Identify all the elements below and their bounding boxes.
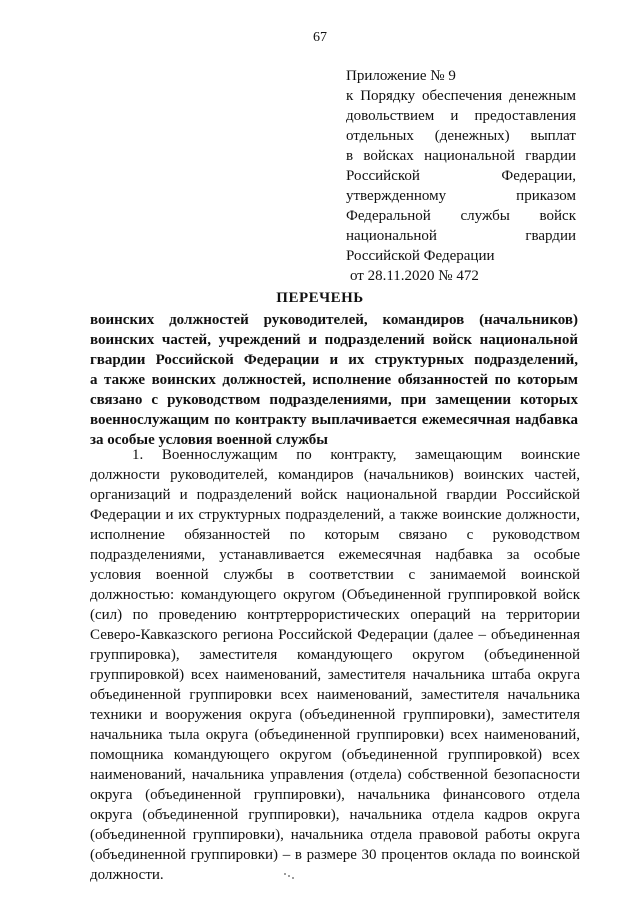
- paragraph-line: 1. Военнослужащим по контракту, замещающим воинские: [132, 447, 580, 463]
- appendix-block: [346, 66, 576, 286]
- paragraph-line: объединенной группировки всех наименований, заместителя начальника: [90, 687, 580, 703]
- subtitle-line: гвардии Российской Федерации и их структурных подразделений,: [90, 352, 578, 368]
- paragraph-line: группировкой) всех наименований, заместителя начальника штаба округа: [90, 667, 580, 683]
- paragraph-line: (сил) по проведению контртеррористических операций на территории: [90, 607, 580, 623]
- subtitle-line: воинских частей, учреждений и подразделений войск национальной: [90, 332, 578, 348]
- scan-speck: [283, 872, 297, 880]
- paragraph-line: должности руководителей, командиров (начальников) воинских частей,: [90, 467, 580, 483]
- appendix-line: в войсках национальной гвардии: [346, 148, 576, 164]
- appendix-line: утвержденному приказом: [346, 188, 576, 204]
- subtitle-line: а также воинских должностей, исполнение обязанностей по которым: [90, 372, 578, 388]
- appendix-line: к Порядку обеспечения денежным: [346, 88, 576, 104]
- paragraph-line: Северо-Кавказского региона Российской Федерации (далее – объединенная: [90, 627, 580, 643]
- paragraph-line: техники и вооружения округа (объединенной группировки), заместителя: [90, 707, 580, 723]
- paragraph-line: Федерации и их структурных подразделений, а также воинские должности,: [90, 507, 580, 523]
- appendix-line: отдельных (денежных) выплат: [346, 128, 576, 144]
- appendix-order-date: от 28.11.2020 № 472: [350, 268, 479, 284]
- appendix-line: довольствием и предоставления: [346, 108, 576, 124]
- paragraph-line: наименований, начальника управления (отдела) собственной безопасности: [90, 767, 580, 783]
- paragraph-line: должности.: [90, 867, 164, 883]
- appendix-line: Российской Федерации: [346, 248, 495, 264]
- paragraph-1: [90, 445, 580, 885]
- subtitle-line: воинских должностей руководителей, командиров (начальников): [90, 312, 578, 328]
- paragraph-line: округа (объединенной группировки), начальника финансового отдела: [90, 787, 580, 803]
- paragraph-line: (объединенной группировки), начальника отдела правовой работы округа: [90, 827, 580, 843]
- appendix-line: Российской Федерации,: [346, 168, 576, 184]
- appendix-line: Приложение № 9: [346, 68, 456, 84]
- subtitle-line: связано с руководством подразделениями, при замещении которых: [90, 392, 578, 408]
- paragraph-line: подразделениями, устанавливается ежемесячная надбавка за особые: [90, 547, 580, 563]
- paragraph-line: помощника командующего округом (объединенной группировкой) всех: [90, 747, 580, 763]
- paragraph-line: группировка), заместителя командующего округом (объединенной: [90, 647, 580, 663]
- document-title: ПЕРЕЧЕНЬ: [276, 290, 364, 306]
- paragraph-line: исполнение обязанностей по которым связано с руководством: [90, 527, 580, 543]
- appendix-line: национальной гвардии: [346, 228, 576, 244]
- document-subtitle: [90, 310, 578, 450]
- paragraph-line: округа (объединенной группировки), начальника отдела кадров округа: [90, 807, 580, 823]
- paragraph-line: (объединенной группировки) – в размере 30 процентов оклада по воинской: [90, 847, 580, 863]
- appendix-line: Федеральной службы войск: [346, 208, 576, 224]
- paragraph-line: начальника тыла округа (объединенной группировки) всех наименований,: [90, 727, 580, 743]
- paragraph-line: организаций и подразделений войск национальной гвардии Российской: [90, 487, 580, 503]
- paragraph-line: условия военной службы в соответствии с занимаемой воинской: [90, 567, 580, 583]
- page-number: 67: [313, 30, 327, 45]
- paragraph-line: должностью: командующего округом (Объединенной группировкой войск: [90, 587, 580, 603]
- subtitle-line: за особые условия военной службы: [90, 432, 329, 448]
- subtitle-line: военнослужащим по контракту выплачивается ежемесячная надбавка: [90, 412, 578, 428]
